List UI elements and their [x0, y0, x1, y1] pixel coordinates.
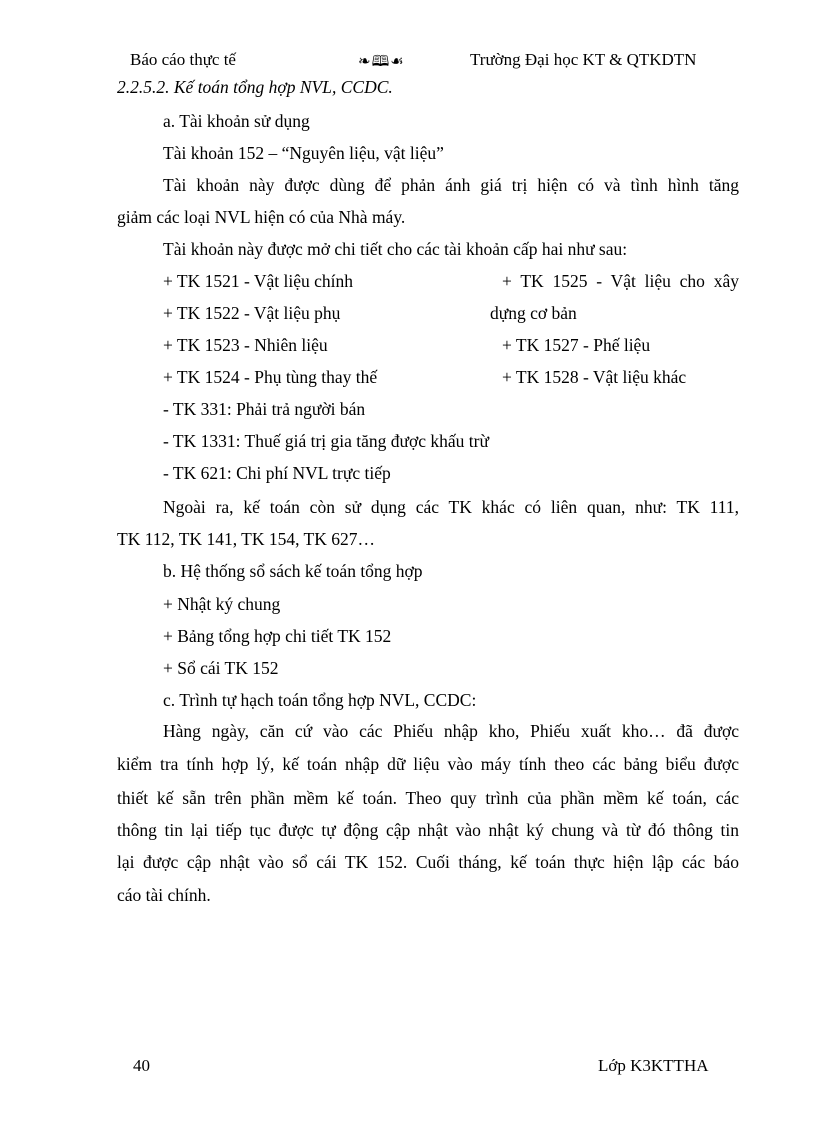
header-right: Trường Đại học KT & QTKDTN	[470, 50, 697, 69]
account-1524: + TK 1524 - Phụ tùng thay thế	[163, 367, 378, 387]
para4-line6: cáo tài chính.	[117, 885, 211, 905]
section-title: 2.2.5.2. Kế toán tổng hợp NVL, CCDC.	[117, 77, 393, 97]
para3-line1: Ngoài ra, kế toán còn sử dụng các TK khác có liên quan, như: TK 111,	[163, 497, 739, 517]
subheading-a: a. Tài khoản sử dụng	[163, 111, 310, 131]
account-1527: + TK 1527 - Phế liệu	[502, 335, 651, 355]
account-1525-line1: + TK 1525 - Vật liệu cho xây	[502, 271, 739, 291]
account-1521: + TK 1521 - Vật liệu chính	[163, 271, 354, 291]
account-1522: + TK 1522 - Vật liệu phụ	[163, 303, 341, 323]
subheading-c: c. Trình tự hạch toán tổng hợp NVL, CCDC:	[163, 690, 477, 710]
subheading-b: b. Hệ thống sổ sách kế toán tổng hợp	[163, 561, 423, 581]
para1-line2: giảm các loại NVL hiện có của Nhà máy.	[117, 207, 406, 227]
para4-line1: Hàng ngày, căn cứ vào các Phiếu nhập kho, Phiếu xuất kho… đã được	[163, 721, 739, 741]
para4-line4: thông tin lại tiếp tục được tự động cập nhật vào nhật ký chung và từ đó thông tin	[117, 820, 739, 840]
book-general-journal: + Nhật ký chung	[163, 594, 281, 614]
header-ornament: ❧🕮☙	[358, 54, 405, 70]
account-1525-line2: dựng cơ bản	[490, 303, 577, 323]
header-left: Báo cáo thực tế	[130, 50, 236, 69]
page-number: 40	[133, 1056, 150, 1075]
account-331: - TK 331: Phải trả người bán	[163, 399, 366, 419]
para2: Tài khoản này được mở chi tiết cho các tài khoản cấp hai như sau:	[163, 239, 628, 259]
para1-line1: Tài khoản này được dùng để phản ánh giá trị hiện có và tình hình tăng	[163, 175, 739, 195]
book-summary-table: + Bảng tổng hợp chi tiết TK 152	[163, 626, 392, 646]
account-1523: + TK 1523 - Nhiên liệu	[163, 335, 328, 355]
book-ledger: + Sổ cái TK 152	[163, 658, 279, 678]
account-1528: + TK 1528 - Vật liệu khác	[502, 367, 687, 387]
class-name: Lớp K3KTTHA	[598, 1056, 709, 1075]
para4-line3: thiết kế sẵn trên phần mềm kế toán. Theo quy trình của phần mềm kế toán, các	[117, 788, 739, 808]
para4-line5: lại được cập nhật vào sổ cái TK 152. Cuối tháng, kế toán thực hiện lập các báo	[117, 852, 739, 872]
account-621: - TK 621: Chi phí NVL trực tiếp	[163, 463, 391, 483]
para4-line2: kiểm tra tính hợp lý, kế toán nhập dữ liệu vào máy tính theo các bảng biểu được	[117, 754, 739, 774]
para3-line2: TK 112, TK 141, TK 154, TK 627…	[117, 529, 375, 549]
account-152-title: Tài khoản 152 – “Nguyên liệu, vật liệu”	[163, 143, 444, 163]
account-1331: - TK 1331: Thuế giá trị gia tăng được khấu trừ	[163, 431, 489, 451]
